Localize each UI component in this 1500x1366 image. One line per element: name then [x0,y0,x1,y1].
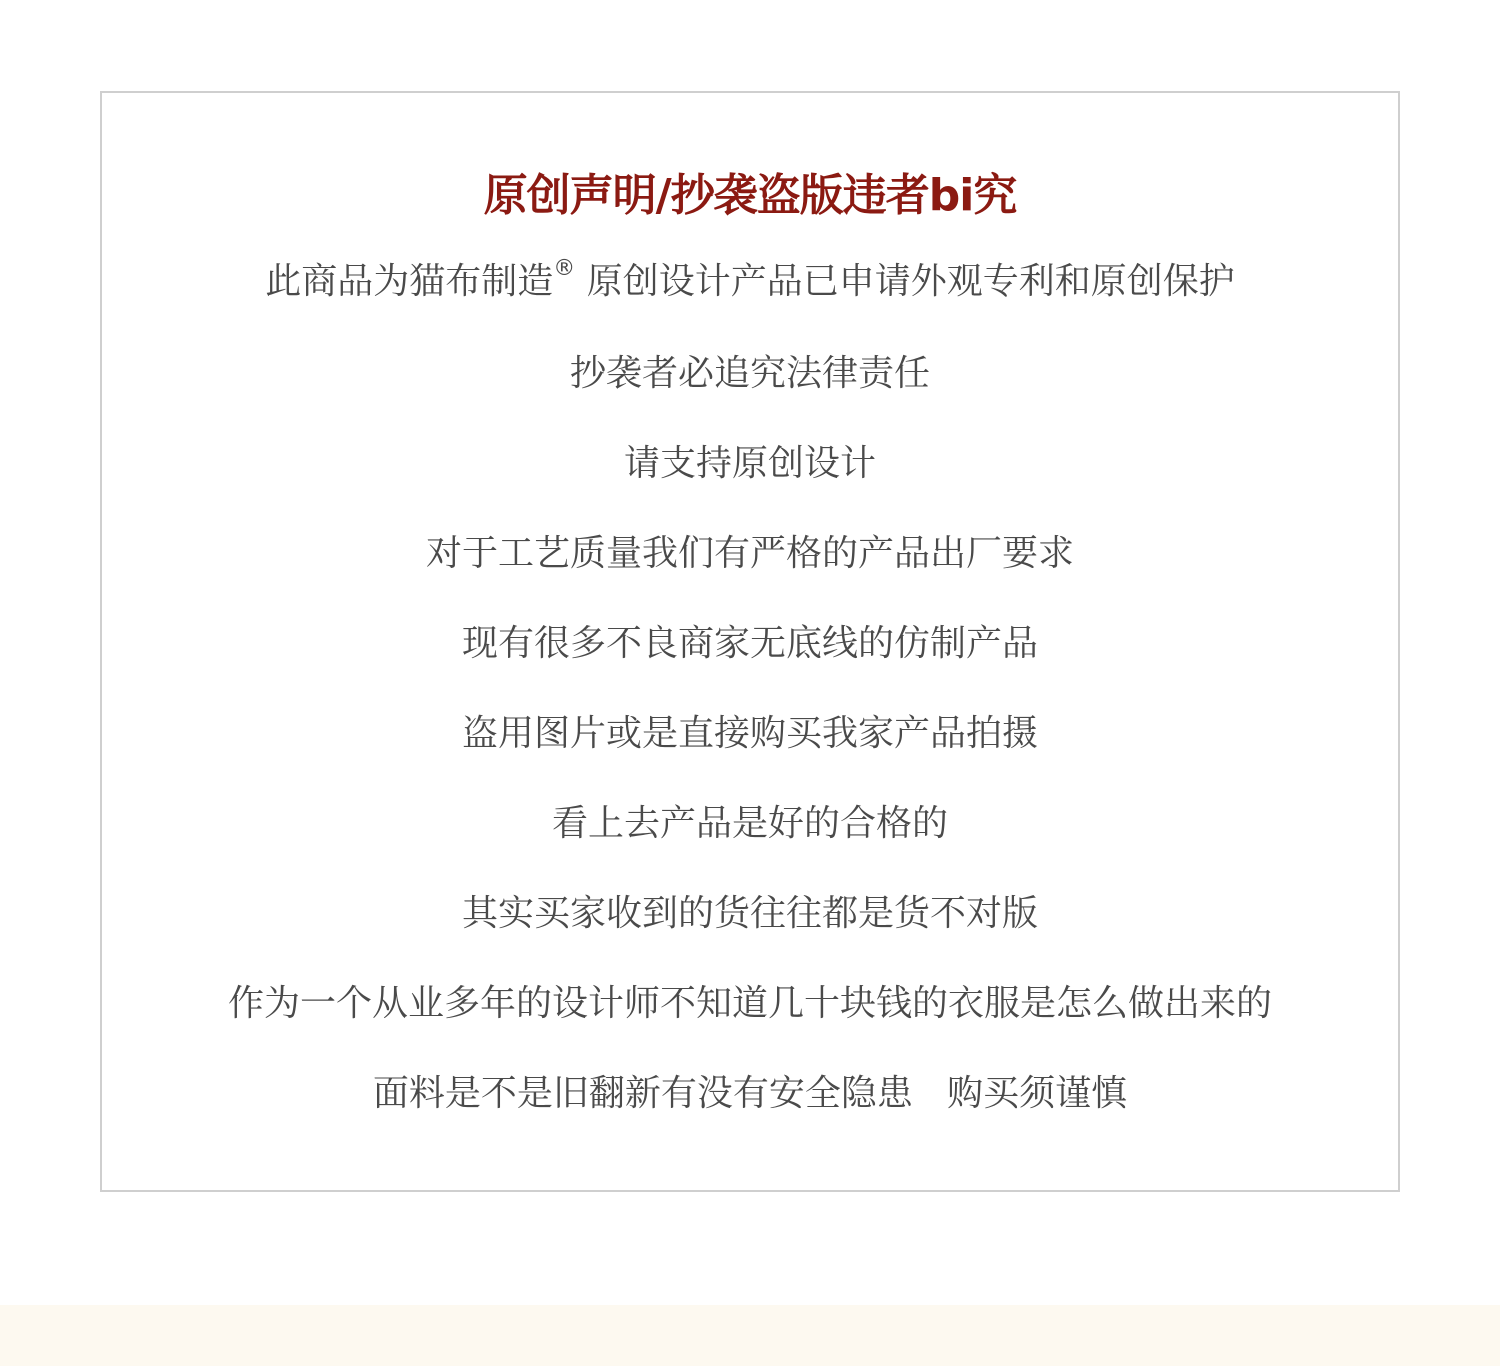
notice-line-2: 抄袭者必追究法律责任 [569,353,930,394]
notice-line-1-rest: 原创设计产品已申请外观专利和原创保护 [575,261,1235,302]
notice-line-9: 作为一个从业多年的设计师不知道几十块钱的衣服是怎么做出来的 [227,983,1272,1024]
notice-line-7: 看上去产品是好的合格的 [551,803,948,844]
notice-line-10: 面料是不是旧翻新有没有安全隐患 购买须谨慎 [372,1073,1128,1114]
notice-line-5: 现有很多不良商家无底线的仿制产品 [461,623,1038,664]
notice-line-3: 请支持原创设计 [623,443,876,484]
notice-line-1-main: 此商品为猫布制造 [265,261,554,302]
bottom-band [0,1305,1500,1366]
notice-line-4: 对于工艺质量我们有严格的产品出厂要求 [425,533,1074,574]
notice-title: 原创声明/抄袭盗版违者bi究 [483,170,1017,221]
registered-mark: ® [553,256,576,281]
notice-line-1 [0,257,1500,307]
notice-line-8: 其实买家收到的货往往都是货不对版 [461,893,1038,934]
notice-line-6: 盗用图片或是直接购买我家产品拍摄 [461,713,1038,754]
